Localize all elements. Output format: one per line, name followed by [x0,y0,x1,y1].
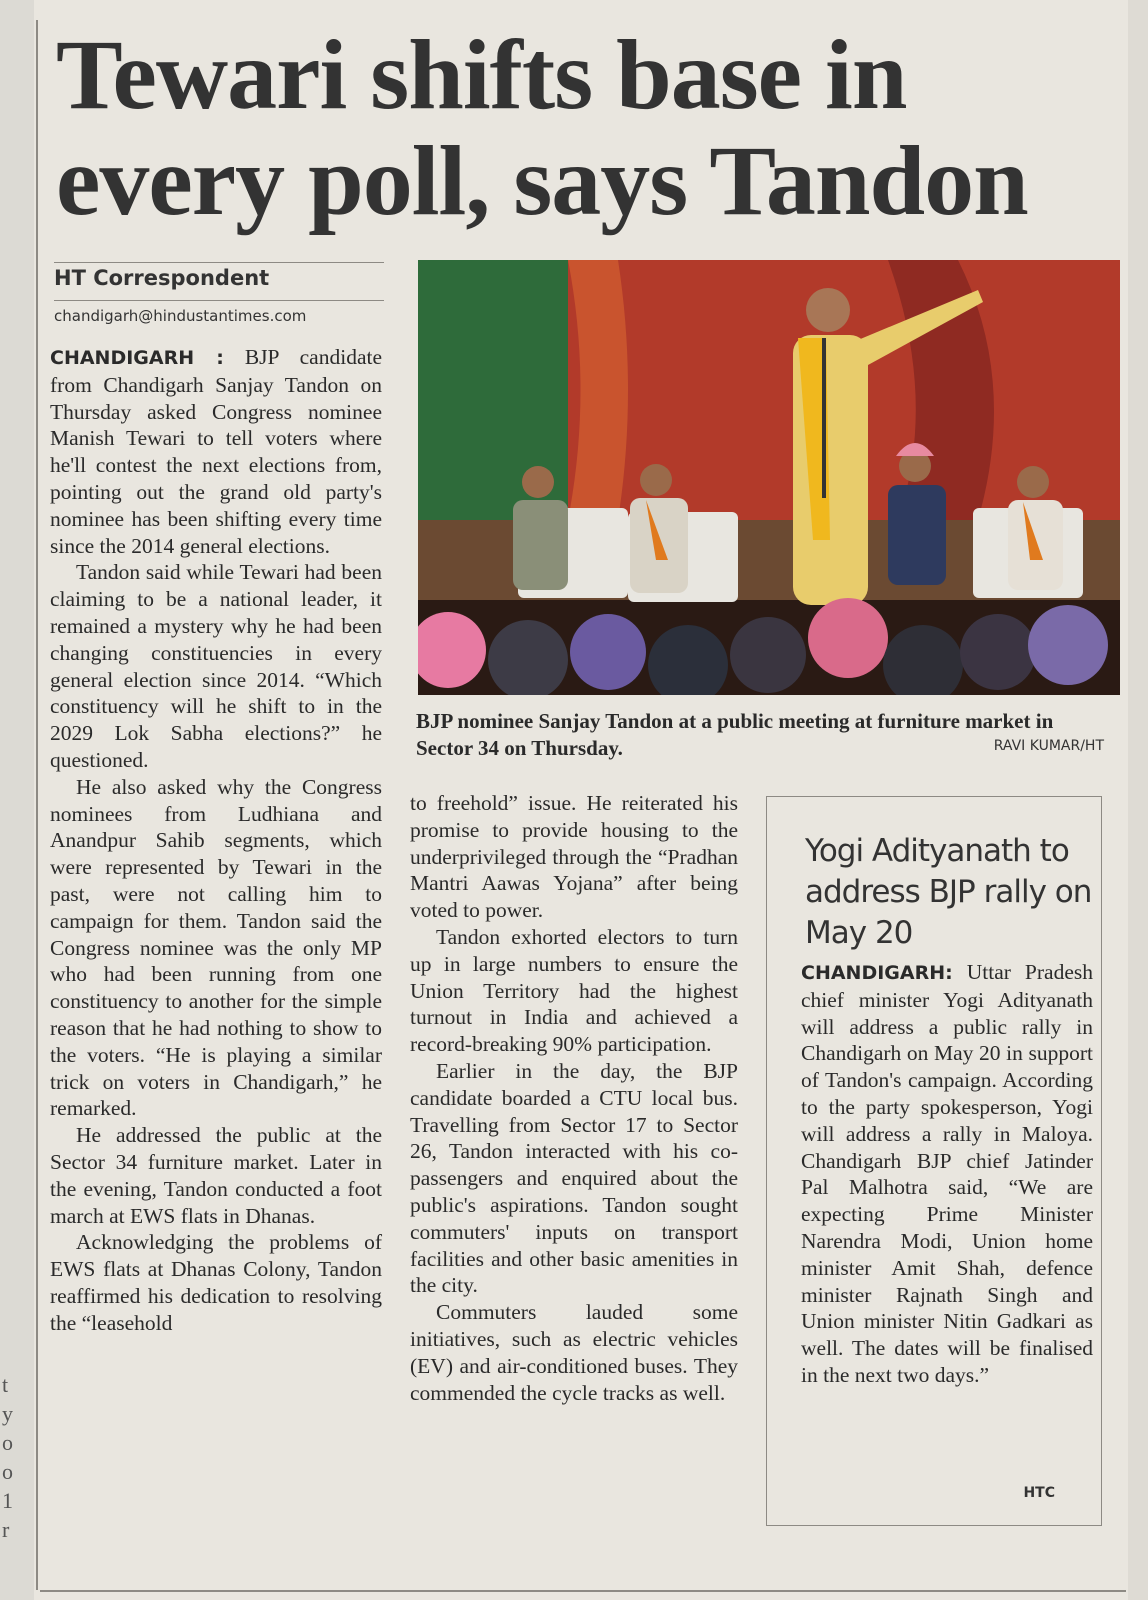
byline-rule-bottom [54,300,384,301]
dateline: CHANDIGARH : [50,347,224,369]
adjacent-column-fragment: t y o o 1 r [2,1372,13,1542]
paragraph: He also asked why the Congress nominees from Ludhiana and Anandpur Sahib segments, which were represented by Tewari in the past, were not calling him to campaign for them. Tandon said the Congress nominee was the only MP who had been running from one constituency to another for the simple reason that he had nothing to show to the voters. “He is playing a similar trick on voters in Chandigarh,” he remarked. [50,774,382,1121]
sidebar-body: CHANDIGARH: Uttar Pradesh chief minister Yogi Adityanath will address a public rally in Chandigarh on May 20 in support of Tandon's campaign. According to the party spokesperson, Yogi will address a rally in Maloya. Chandigarh BJP chief Jatinder Pal Malhotra said, “We are expecting Prime Minister Narendra Modi, Union home minister Amit Shah, defence minister Rajnath Singh and Union minister Nitin Gadkari as well. The dates will be finalised in the next two days.” [801,960,1093,1387]
right-page-margin [1128,0,1148,1600]
paragraph: Commuters lauded some initiatives, such as electric vehicles (EV) and air-conditioned buses. They commended the cycle tracks as well. [410,1300,738,1405]
paragraph: Tandon exhorted electors to turn up in large numbers to ensure the Union Territory had the highest turnout in India and achieved a record-breaking 90% participation. [410,924,738,1057]
article-column-2 [410,790,738,1406]
paragraph: Tandon said while Tewari had been claiming to be a national leader, it remained a mystery why he had been changing constituencies in every general election since 2014. “Which constituency will he shift to in the 2029 Lok Sabha elections?” he questioned. [50,560,382,772]
photo-caption: BJP nominee Sanjay Tandon at a public meeting at furniture market in Sector 34 on Thursday. [416,709,1054,760]
photo-credit: RAVI KUMAR/HT [993,738,1104,754]
paragraph: to freehold” issue. He reiterated his promise to provide housing to the underprivileged through the “Pradhan Mantri Aawas Yojana” after being voted to power. [410,791,738,923]
bottom-rule [40,1590,1126,1592]
sidebar-tag: HTC [1023,1485,1055,1501]
rally-photo [418,260,1120,695]
headline: Tewari shifts base in every poll, says Tandon [56,19,1028,236]
sidebar-headline: Yogi Adityanath to address BJP rally on May 20 [805,833,1092,951]
sidebar-box [766,796,1102,1526]
rally-photo-illustration [418,260,1120,695]
adjacent-page-margin [0,0,34,1600]
byline: HT Correspondent [54,266,270,290]
paragraph: CHANDIGARH : BJP candidate from Chandigarh Sanjay Tandon on Thursday asked Congress nominee Manish Tewari to tell voters where he'll contest the next elections from, pointing out the grand old party's nominee has been shifting every time since the 2014 general elections. [50,345,383,558]
author-email: chandigarh@hindustantimes.com [54,307,307,325]
paragraph: Earlier in the day, the BJP candidate boarded a CTU local bus. Travelling from Sector 17 to Sector 26, Tandon interacted with his co-passengers and enquired about the public's aspirations. Tandon sought commuters' inputs on transport facilities and other basic amenities in the city. [410,1058,738,1298]
paragraph: Acknowledging the problems of EWS flats at Dhanas Colony, Tandon reaffirmed his dedication to resolving the “leasehold [50,1230,382,1335]
article-column-1 [50,344,382,1336]
byline-rule-top [54,262,384,263]
sidebar-dateline: CHANDIGARH: [801,962,953,984]
column-rule-left [36,20,38,1590]
paragraph: He addressed the public at the Sector 34 furniture market. Later in the evening, Tandon conducted a foot march at EWS flats in Dhanas. [50,1123,382,1228]
